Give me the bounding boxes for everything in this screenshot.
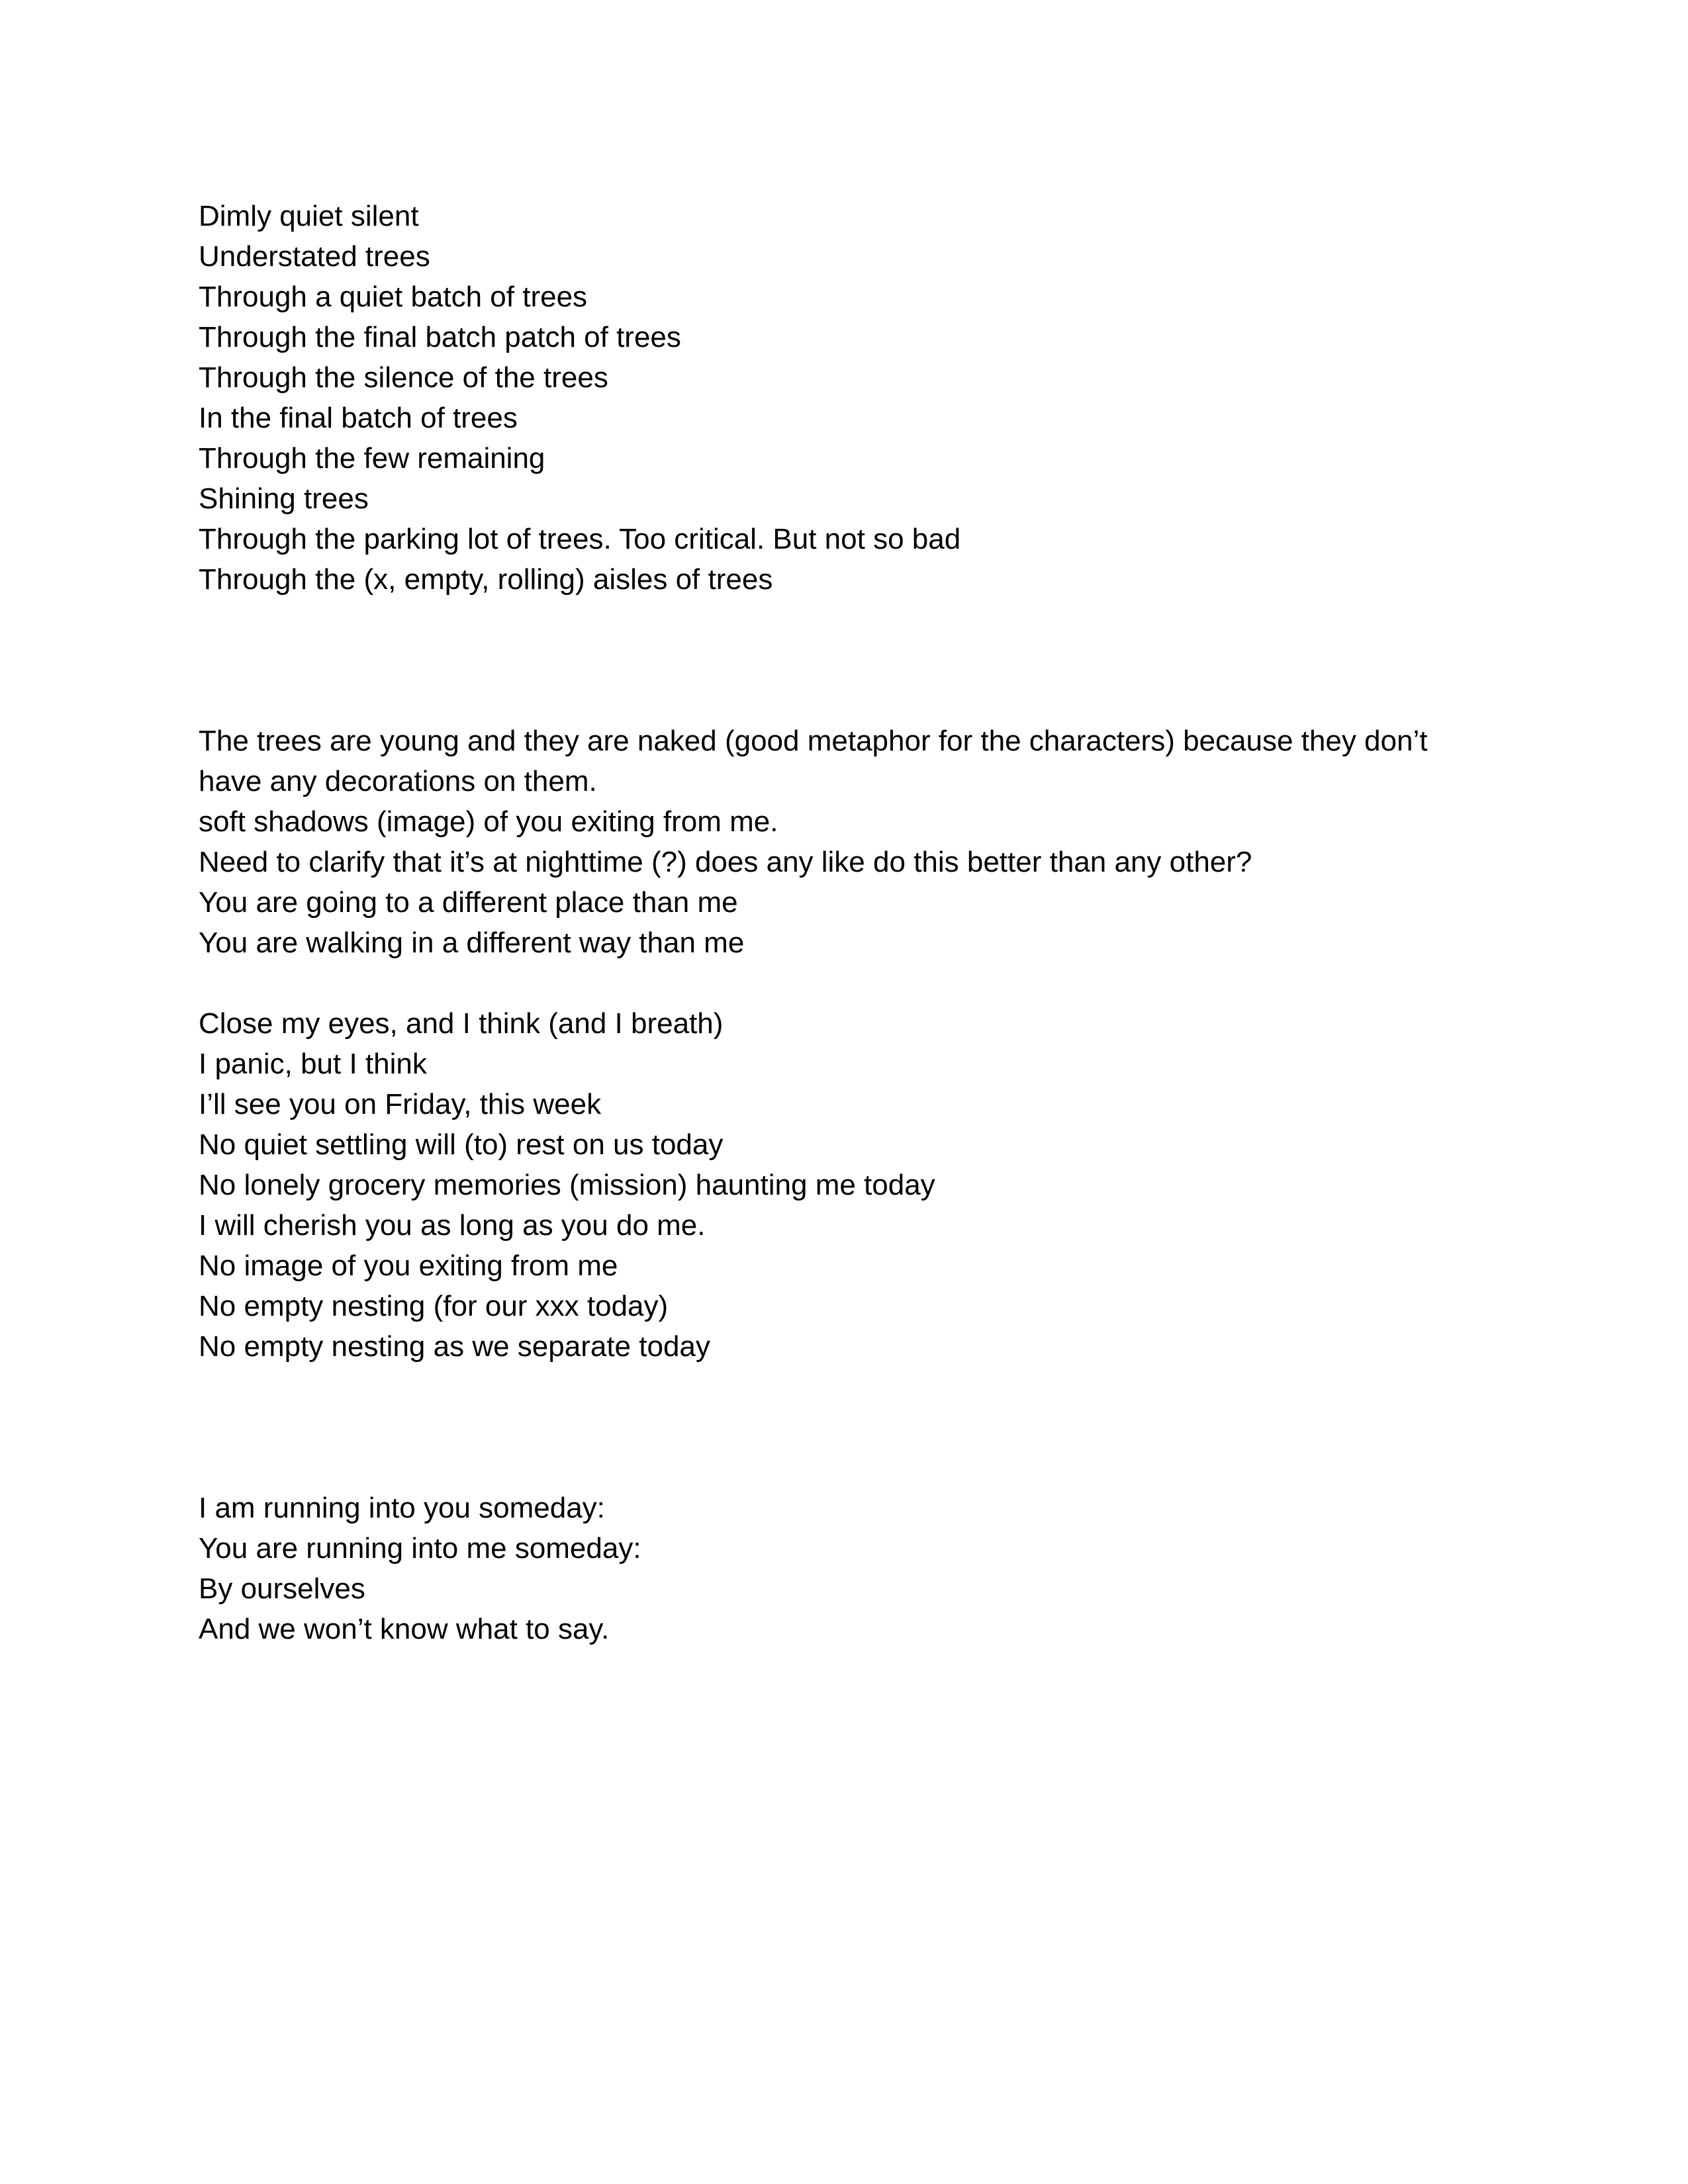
text-line: Dimly quiet silent — [199, 200, 419, 232]
text-line: I panic, but I think — [199, 1048, 427, 1080]
text-line: In the final batch of trees — [199, 402, 518, 434]
text-line: Through the few remaining — [199, 442, 545, 475]
text-line: By ourselves — [199, 1572, 365, 1605]
text-line: Through the (x, empty, rolling) aisles of trees — [199, 563, 773, 596]
text-line: No empty nesting as we separate today — [199, 1330, 710, 1363]
stanza-2 — [199, 721, 1489, 963]
text-line: Shining trees — [199, 482, 369, 515]
text-line: No image of you exiting from me — [199, 1250, 618, 1282]
text-line: I’ll see you on Friday, this week — [199, 1088, 602, 1120]
stanza-1 — [199, 196, 1489, 600]
text-line: You are walking in a different way than me — [199, 927, 745, 959]
stanza-3 — [199, 1003, 1489, 1367]
text-line: Need to clarify that it’s at nighttime (?) does any like do this better than any other? — [199, 846, 1252, 878]
text-line: You are going to a different place than me — [199, 886, 738, 919]
text-line: Through the final batch patch of trees — [199, 321, 681, 353]
text-line: I am running into you someday: — [199, 1492, 605, 1524]
text-line: Through the silence of the trees — [199, 361, 608, 394]
text-line: No quiet settling will (to) rest on us today — [199, 1128, 724, 1161]
text-line: Through the parking lot of trees. Too critical. But not so bad — [199, 523, 961, 555]
text-line: I will cherish you as long as you do me. — [199, 1209, 706, 1242]
text-line: Understated trees — [199, 240, 430, 273]
text-line: And we won’t know what to say. — [199, 1613, 610, 1645]
blank-space — [199, 1367, 1489, 1488]
document-body — [199, 196, 1489, 1649]
text-line: Close my eyes, and I think (and I breath) — [199, 1007, 724, 1040]
text-line: No lonely grocery memories (mission) haunting me today — [199, 1169, 935, 1201]
text-line: soft shadows (image) of you exiting from me. — [199, 805, 778, 838]
blank-space — [199, 600, 1489, 721]
text-line: Through a quiet batch of trees — [199, 281, 588, 313]
blank-space — [199, 963, 1489, 1003]
text-line: No empty nesting (for our xxx today) — [199, 1290, 669, 1322]
text-line: The trees are young and they are naked (good metaphor for the characters) because they don’t have any decorations on them. — [199, 725, 1436, 797]
text-line: You are running into me someday: — [199, 1532, 641, 1565]
stanza-4 — [199, 1488, 1489, 1649]
